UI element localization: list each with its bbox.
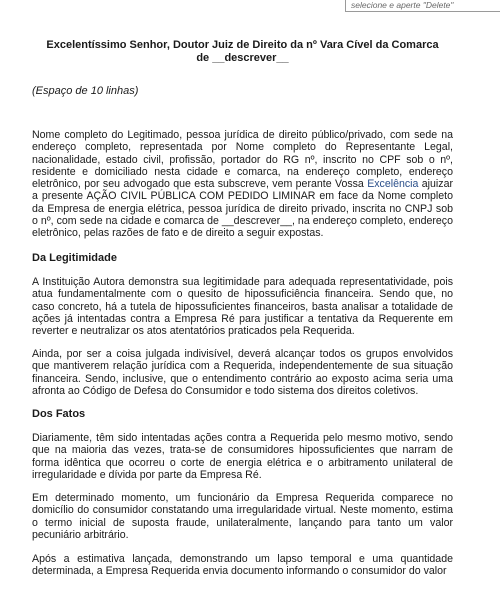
section-heading-legitimidade: Da Legitimidade bbox=[32, 252, 117, 264]
intro-text-part-1: Nome completo do Legitimado, pessoa jurídica de direito público/privado, com sede na endereço completo, representada por Nome completo do Representante Legal, nacionalidade, estado civil, profissão, portador do RG nº, inscrito no CPF sob o nº, residente e domiciliado nesta cidade e comarca, na endereço completo, endereço eletrônico, por seu advogado que esta subscreve, vem perante Vossa bbox=[32, 129, 453, 191]
delete-hint-box bbox=[345, 0, 500, 12]
section-heading-fatos: Dos Fatos bbox=[32, 408, 86, 420]
fatos-paragraph-3: Após a estimativa lançada, demonstrando um lapso temporal e uma quantidade determinada, a Empresa Requerida envia documento informando o consumidor do valor bbox=[32, 553, 453, 578]
intro-text-part-2: ajuizar a presente AÇÃO CIVIL PÚBLICA COM PEDIDO LIMINAR em face da Nome completo da Empresa de energia elétrica, pessoa jurídica de direito privado, inscrita no CNPJ sob o nº, com sede na cidade e comarca de __descrever__, na endereço completo, endereço eletrônico, pelas razões de fato e de direito a seguir expostas. bbox=[32, 178, 453, 240]
delete-hint-text: selecione e aperte "Delete" bbox=[351, 0, 454, 10]
fatos-paragraph-1: Diariamente, têm sido intentadas ações contra a Requerida pelo mesmo motivo, sendo que na maioria das vezes, trata-se de consumidores hipossuficientes que narram de forma idêntica que ocorreu o corte de energia elétrica e o arbitramento unilateral de irregularidade e dívida por parte da Empresa Ré. bbox=[32, 432, 453, 481]
intro-paragraph bbox=[32, 129, 453, 240]
title-line-2: de __descrever__ bbox=[196, 52, 289, 64]
legitimidade-paragraph-1: A Instituição Autora demonstra sua legitimidade para adequada representatividade, pois atua fundamentalmente com o quesito de hipossuficiência financeira. Sendo que, no caso concreto, há a tutela de hipossuficientes financeiros, basta analisar a totalidade de ações já intentadas contra a Empresa Ré para justificar a tentativa da Requerente em reverter e neutralizar os atos atentatórios praticados pela Requerida. bbox=[32, 276, 453, 338]
space-note: (Espaço de 10 linhas) bbox=[32, 85, 139, 97]
document-title bbox=[32, 39, 453, 65]
title-line-1: Excelentíssimo Senhor, Doutor Juiz de Direito da nº Vara Cível da Comarca bbox=[46, 39, 439, 51]
legitimidade-paragraph-2: Ainda, por ser a coisa julgada indivisível, deverá alcançar todos os grupos envolvidos que mantiverem relação jurídica com a Requerida, independentemente de sua situação financeira. Sendo, inclusive, que o entendimento contrário ao exposto acima seria uma afronta ao Código de Defesa do Consumidor e todo sistema dos direitos coletivos. bbox=[32, 348, 453, 397]
intro-highlight-word: Excelência bbox=[367, 178, 419, 191]
fatos-paragraph-2: Em determinado momento, um funcionário da Empresa Requerida comparece no domicílio do consumidor constatando uma irregularidade virtual. Neste momento, estima o termo inicial de suposta fraude, unilateralmente, lançando para tanto um valor pecuniário arbitrário. bbox=[32, 492, 453, 541]
